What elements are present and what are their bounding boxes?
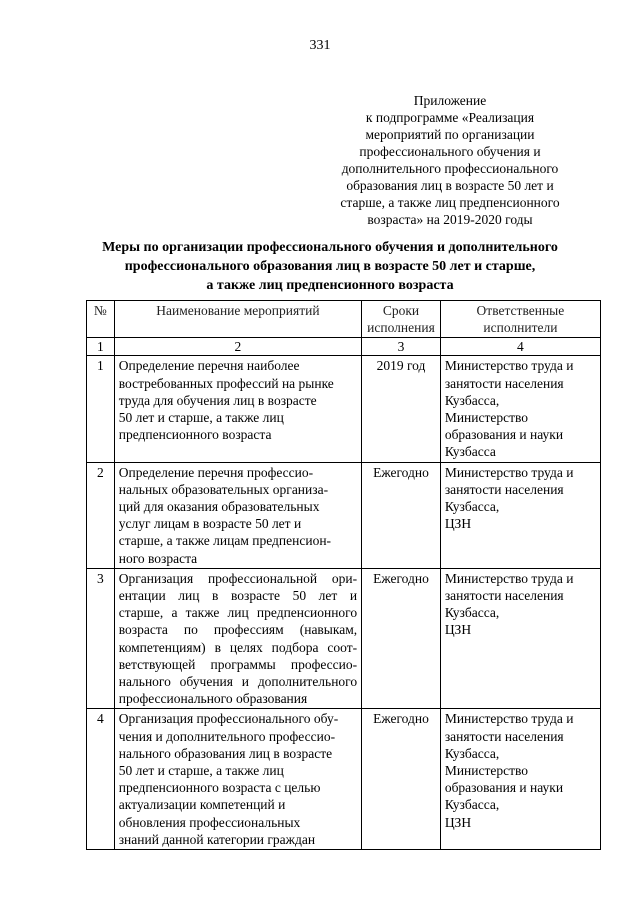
title-line: Меры по организации профессионального обучения и дополнительного bbox=[102, 240, 558, 255]
measure-name-line: Определение перечня наиболее bbox=[118, 358, 300, 374]
column-number: 4 bbox=[440, 338, 600, 356]
responsible-line: Министерство труда и bbox=[444, 711, 574, 727]
responsible-line: образования и науки bbox=[444, 780, 564, 796]
row-number: 1 bbox=[87, 356, 115, 462]
appendix-line: возраста» на 2019-2020 годы bbox=[367, 212, 533, 227]
measure-name-line: обновления профессиональных bbox=[118, 814, 301, 830]
page-number: 331 bbox=[309, 38, 331, 53]
measure-responsible bbox=[440, 709, 600, 850]
appendix-note bbox=[330, 92, 570, 228]
responsible-line: ЦЗН bbox=[444, 814, 472, 830]
appendix-line: образования лиц в возрасте 50 лет и bbox=[346, 178, 554, 193]
table-row bbox=[87, 356, 601, 462]
title-line: а также лиц предпенсионного возраста bbox=[206, 278, 454, 293]
responsible-line: занятости населения bbox=[444, 481, 564, 497]
responsible-line: занятости населения bbox=[444, 375, 564, 391]
responsible-line: Кузбасса, bbox=[444, 392, 500, 408]
measure-name-line: Организация профессиональной ори- bbox=[118, 570, 358, 586]
measure-name-line: ций для оказания образовательных bbox=[118, 499, 320, 515]
row-number: 4 bbox=[87, 709, 115, 850]
measure-name-line: предпенсионного возраста с целью bbox=[118, 780, 321, 796]
measure-name-line: нального обучения и дополнительного bbox=[118, 674, 358, 690]
measure-name-line: нального образования лиц в возрасте bbox=[118, 745, 333, 761]
column-number: 2 bbox=[114, 338, 361, 356]
measure-name-line: предпенсионного возраста bbox=[118, 427, 272, 443]
column-number: 1 bbox=[87, 338, 115, 356]
measure-name bbox=[114, 356, 361, 462]
responsible-line: занятости населения bbox=[444, 728, 564, 744]
header-num: № bbox=[87, 301, 115, 338]
responsible-line: Кузбасса, bbox=[444, 499, 500, 515]
responsible-line: Кузбасса, bbox=[444, 605, 500, 621]
row-number: 2 bbox=[87, 462, 115, 568]
measure-responsible bbox=[440, 356, 600, 462]
measure-name-line: старше, а также лиц предпенсионного bbox=[118, 605, 358, 621]
measure-term: 2019 год bbox=[362, 356, 441, 462]
measure-name-line: нальных образовательных организа- bbox=[118, 481, 329, 497]
measure-name-line: 50 лет и старше, а также лиц bbox=[118, 763, 284, 779]
responsible-line: ЦЗН bbox=[444, 516, 472, 532]
measure-name-line: 50 лет и старше, а также лиц bbox=[118, 410, 284, 426]
measure-name-line: компетенциям) в целях подбора соот- bbox=[118, 639, 358, 655]
measure-name bbox=[114, 709, 361, 850]
responsible-line: Кузбасса, bbox=[444, 797, 500, 813]
appendix-line: старше, а также лиц предпенсионного bbox=[340, 195, 560, 210]
measure-responsible bbox=[440, 462, 600, 568]
document-title bbox=[60, 238, 600, 295]
appendix-line: к подпрограмме «Реализация bbox=[365, 110, 535, 125]
measure-responsible bbox=[440, 568, 600, 709]
measure-name-line: чения и дополнительного профессио- bbox=[118, 728, 336, 744]
table-header-row bbox=[87, 301, 601, 338]
responsible-line: Министерство труда и bbox=[444, 464, 574, 480]
row-number: 3 bbox=[87, 568, 115, 709]
header-name: Наименование мероприятий bbox=[114, 301, 361, 338]
measure-name-line: актуализации компетенций и bbox=[118, 797, 286, 813]
responsible-line: ЦЗН bbox=[444, 622, 472, 638]
appendix-line: профессионального обучения и bbox=[359, 144, 541, 159]
header-term bbox=[362, 301, 441, 338]
measure-term: Ежегодно bbox=[362, 709, 441, 850]
responsible-line: Министерство труда и bbox=[444, 358, 574, 374]
responsible-line: занятости населения bbox=[444, 588, 564, 604]
responsible-line: Кузбасса bbox=[444, 444, 496, 460]
table-row bbox=[87, 462, 601, 568]
measure-name-line: старше, а также лицам предпенсион- bbox=[118, 533, 332, 549]
measure-name-line: ного возраста bbox=[118, 550, 198, 566]
header-responsible-line: Ответственные bbox=[476, 303, 565, 318]
header-term-line: Сроки bbox=[382, 303, 420, 318]
column-number-row bbox=[87, 338, 601, 356]
measure-name-line: услуг лицам в возрасте 50 лет и bbox=[118, 516, 302, 532]
measure-name-line: профессионального образования bbox=[118, 691, 308, 707]
responsible-line: образования и науки bbox=[444, 427, 564, 443]
measure-name-line: ентации лиц в возрасте 50 лет и bbox=[118, 588, 358, 604]
measure-name bbox=[114, 462, 361, 568]
header-responsible-line: исполнители bbox=[483, 320, 558, 336]
table-row bbox=[87, 568, 601, 709]
header-responsible bbox=[440, 301, 600, 338]
measure-name-line: возраста по профессиям (навыкам, bbox=[118, 622, 358, 638]
title-line: профессионального образования лиц в возрасте 50 лет и старше, bbox=[124, 259, 536, 274]
measure-name bbox=[114, 568, 361, 709]
measure-name-line: ветствующей программы профессио- bbox=[118, 656, 358, 672]
responsible-line: Кузбасса, bbox=[444, 745, 500, 761]
measure-term: Ежегодно bbox=[362, 568, 441, 709]
appendix-line: дополнительного профессионального bbox=[341, 161, 559, 176]
appendix-line: мероприятий по организации bbox=[365, 127, 535, 142]
measure-name-line: знаний данной категории граждан bbox=[118, 831, 316, 847]
column-number: 3 bbox=[362, 338, 441, 356]
responsible-line: Министерство bbox=[444, 410, 529, 426]
measures-table bbox=[86, 300, 601, 850]
table-row bbox=[87, 709, 601, 850]
measure-name-line: востребованных профессий на рынке bbox=[118, 375, 334, 391]
responsible-line: Министерство труда и bbox=[444, 570, 574, 586]
responsible-line: Министерство bbox=[444, 763, 529, 779]
appendix-line: Приложение bbox=[413, 93, 487, 108]
measure-name-line: Организация профессионального обу- bbox=[118, 711, 339, 727]
measure-name-line: Определение перечня профессио- bbox=[118, 464, 314, 480]
measure-name-line: труда для обучения лиц в возрасте bbox=[118, 392, 317, 408]
measure-term: Ежегодно bbox=[362, 462, 441, 568]
header-term-line: исполнения bbox=[367, 320, 435, 336]
